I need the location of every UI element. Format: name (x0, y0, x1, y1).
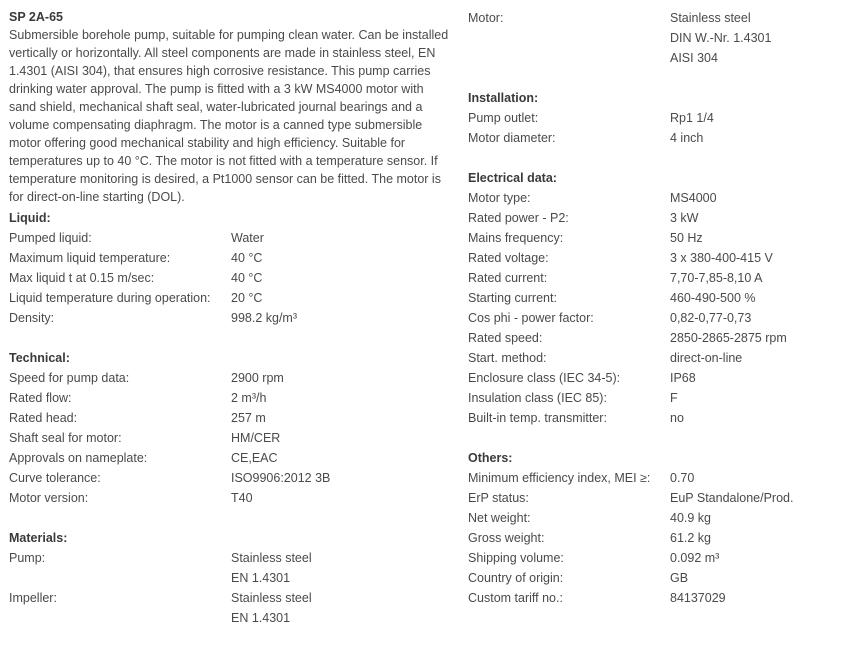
spec-row (468, 588, 838, 608)
spec-row (9, 408, 449, 428)
spec-label: ErP status: (468, 491, 529, 505)
spec-row (468, 208, 838, 228)
spec-label: Pump: (9, 551, 46, 565)
spec-label: Start. method: (468, 351, 547, 365)
spec-row (468, 308, 838, 328)
technical-table (9, 368, 449, 508)
others-table (468, 468, 838, 608)
technical-heading: Technical: (9, 351, 70, 365)
spec-label: Pump outlet: (468, 111, 539, 125)
spec-row (468, 348, 838, 368)
left-column (9, 8, 449, 628)
spec-row (9, 288, 449, 308)
spec-row (468, 388, 838, 408)
spec-label: Rated flow: (9, 391, 72, 405)
spec-row (9, 368, 449, 388)
spec-value: direct-on-line (670, 351, 743, 365)
spec-value-line: EN 1.4301 (231, 571, 291, 585)
spec-label: Rated current: (468, 271, 548, 285)
spec-value-line: DIN W.-Nr. 1.4301 (670, 31, 772, 45)
spec-row (9, 488, 449, 508)
spec-value: 61.2 kg (670, 531, 712, 545)
spec-label: Density: (9, 311, 55, 325)
spec-value: 20 °C (231, 291, 263, 305)
product-description: Submersible borehole pump, suitable for pumping clean water. Can be installed vertically or horizontally. All steel components are made in stainless steel, EN 1.4301 (AISI 304), that ensures high corrosive resistance. This pump carries drinking water approval. The pump is fitted with a 3 kW MS4000 motor with sand shield, mechanical shaft seal, water-lubricated journal bearings and a volume compensating diaphragm. The motor is a canned type submersible motor offering good mechanical stability and high efficiency. Suitable for temperatures up to 40 °C. The motor is not fitted with a temperature sensor. If temperature monitoring is desired, a Pt1000 sensor can be fitted. The motor is for direct-on-line starting (DOL). (9, 28, 449, 204)
spec-label: Approvals on nameplate: (9, 451, 148, 465)
spec-label: Cos phi - power factor: (468, 311, 594, 325)
spec-value-line: EN 1.4301 (231, 611, 291, 625)
spec-value: T40 (231, 491, 253, 505)
spec-row (9, 248, 449, 268)
spec-value: ISO9906:2012 3B (231, 471, 331, 485)
spec-value: HM/CER (231, 431, 281, 445)
spec-label: Curve tolerance: (9, 471, 101, 485)
spec-row (468, 568, 838, 588)
spec-row (468, 528, 838, 548)
spec-row (468, 468, 838, 488)
spec-label: Rated voltage: (468, 251, 549, 265)
spec-label: Motor diameter: (468, 131, 556, 145)
spec-value: F (670, 391, 678, 405)
spec-value: MS4000 (670, 191, 717, 205)
electrical-table (468, 188, 838, 428)
spec-label: Rated speed: (468, 331, 543, 345)
electrical-heading: Electrical data: (468, 171, 557, 185)
spec-value: no (670, 411, 684, 425)
spec-value: 0,82-0,77-0,73 (670, 311, 752, 325)
spec-value: 50 Hz (670, 231, 703, 245)
spec-value: Rp1 1/4 (670, 111, 714, 125)
spec-value: 40.9 kg (670, 511, 712, 525)
spec-label: Mains frequency: (468, 231, 564, 245)
spec-value (670, 8, 838, 68)
installation-heading: Installation: (468, 91, 539, 105)
spec-row-motor-material (468, 8, 838, 68)
spec-label: Built-in temp. transmitter: (468, 411, 607, 425)
spec-label: Enclosure class (IEC 34-5): (468, 371, 621, 385)
spec-row (9, 268, 449, 288)
installation-table (468, 108, 838, 148)
spec-label: Insulation class (IEC 85): (468, 391, 607, 405)
spec-value (231, 588, 449, 628)
spec-row (468, 508, 838, 528)
spec-value: 40 °C (231, 251, 263, 265)
right-column (468, 8, 838, 608)
liquid-table (9, 228, 449, 328)
liquid-heading: Liquid: (9, 211, 51, 225)
spec-value (231, 548, 449, 588)
spec-label: Liquid temperature during operation: (9, 291, 211, 305)
spec-label: Minimum efficiency index, MEI ≥: (468, 471, 651, 485)
spec-value-line: AISI 304 (670, 51, 718, 65)
spec-row (468, 288, 838, 308)
spec-value: 998.2 kg/m³ (231, 311, 298, 325)
spec-row (468, 108, 838, 128)
spec-label: Motor version: (9, 491, 89, 505)
spec-label: Impeller: (9, 591, 57, 605)
spec-row (468, 228, 838, 248)
spec-value: 40 °C (231, 271, 263, 285)
spec-value: 84137029 (670, 591, 726, 605)
spec-label: Starting current: (468, 291, 557, 305)
spec-value: Water (231, 231, 264, 245)
spec-label: Speed for pump data: (9, 371, 130, 385)
spec-row-pump-material (9, 548, 449, 588)
spec-value: GB (670, 571, 689, 585)
spec-value: 4 inch (670, 131, 704, 145)
spec-row (9, 428, 449, 448)
spec-row (468, 328, 838, 348)
spec-row (9, 388, 449, 408)
spec-row (468, 368, 838, 388)
spec-label: Net weight: (468, 511, 531, 525)
spec-label: Shipping volume: (468, 551, 564, 565)
spec-label: Gross weight: (468, 531, 545, 545)
spec-value: 2850-2865-2875 rpm (670, 331, 787, 345)
spec-value: 460-490-500 % (670, 291, 756, 305)
spec-label: Maximum liquid temperature: (9, 251, 171, 265)
spec-value: 7,70-7,85-8,10 A (670, 271, 763, 285)
materials-table (9, 548, 449, 628)
spec-value: 2900 rpm (231, 371, 284, 385)
spec-value: CE,EAC (231, 451, 278, 465)
spec-label: Custom tariff no.: (468, 591, 563, 605)
spec-row (468, 268, 838, 288)
spec-value: EuP Standalone/Prod. (670, 491, 794, 505)
spec-label: Motor type: (468, 191, 531, 205)
spec-row (9, 468, 449, 488)
spec-row (9, 228, 449, 248)
spec-row (468, 128, 838, 148)
spec-row (468, 408, 838, 428)
spec-label: Motor: (468, 11, 504, 25)
spec-row (468, 248, 838, 268)
product-title: SP 2A-65 (9, 10, 63, 24)
spec-value-line: Stainless steel (670, 11, 751, 25)
spec-label: Max liquid t at 0.15 m/sec: (9, 271, 155, 285)
spec-row (468, 548, 838, 568)
spec-label: Shaft seal for motor: (9, 431, 122, 445)
spec-label: Rated head: (9, 411, 78, 425)
spec-row-impeller-material (9, 588, 449, 628)
spec-row (468, 188, 838, 208)
spec-value: 3 kW (670, 211, 699, 225)
spec-label: Pumped liquid: (9, 231, 92, 245)
spec-value: 0.092 m³ (670, 551, 720, 565)
spec-label: Rated power - P2: (468, 211, 569, 225)
spec-value-line: Stainless steel (231, 591, 312, 605)
spec-row (468, 488, 838, 508)
materials-heading: Materials: (9, 531, 68, 545)
spec-value: 2 m³/h (231, 391, 267, 405)
spec-value: IP68 (670, 371, 696, 385)
spec-value: 257 m (231, 411, 266, 425)
others-heading: Others: (468, 451, 513, 465)
spec-label: Country of origin: (468, 571, 564, 585)
spec-value: 3 x 380-400-415 V (670, 251, 773, 265)
spec-value-line: Stainless steel (231, 551, 312, 565)
spec-row (9, 308, 449, 328)
spec-value: 0.70 (670, 471, 695, 485)
spec-row (9, 448, 449, 468)
